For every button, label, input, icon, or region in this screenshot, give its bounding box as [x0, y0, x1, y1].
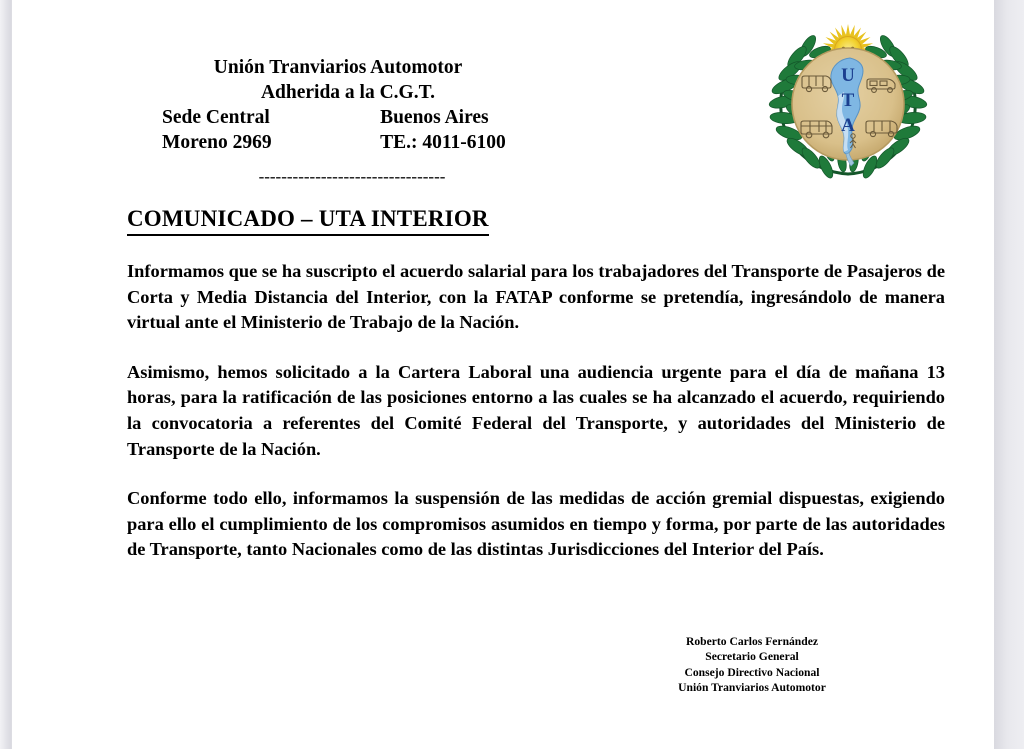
document-page [12, 0, 994, 749]
letterhead-row-contact [138, 130, 538, 155]
uta-emblem-logo [768, 16, 928, 182]
letterhead-affiliation: Adherida a la C.G.T. [260, 82, 436, 103]
uta-emblem-graphic [768, 16, 928, 182]
svg-text:T: T [841, 90, 855, 111]
signature-block [612, 634, 892, 696]
letterhead-row-office [138, 105, 538, 130]
page-title: COMUNICADO – UTA INTERIOR [127, 206, 489, 236]
page-gutter-right [994, 0, 1024, 749]
body-paragraph-3: Conforme todo ello, informamos la suspensión de las medidas de acción gremial dispuestas, exigiendo para ello el cumplimiento de los compromisos asumidos en tiempo y forma, por parte de las autoridades de Transporte, tanto Nacionales como de las distintas Jurisdicciones del Interior del País. [127, 488, 945, 560]
signatory-title: Secretario General [705, 650, 799, 664]
page-gutter-left [0, 0, 12, 749]
letterhead-address: Moreno 2969 [162, 132, 272, 153]
signatory-name: Roberto Carlos Fernández [685, 635, 818, 648]
body-paragraph-1: Informamos que se ha suscripto el acuerdo salarial para los trabajadores del Transporte de Pasajeros de Corta y Media Distancia del Interior, con la FATAP conforme se pretendía, ingresándolo de manera virtual ante el Ministerio de Trabajo de la Nación. [127, 261, 945, 333]
svg-text:U: U [841, 65, 855, 86]
body-paragraph-2: Asimismo, hemos solicitado a la Cartera Laboral una audiencia urgente para el día de mañana 13 horas, para la ratificación de las posiciones entorno a las cuales se ha alcanzado el acuerdo, requiriendo la convocatoria a referentes del Comité Federal del Transporte, y autoridades del Ministerio de Transporte de la Nación. [127, 361, 945, 459]
signatory-organization: Unión Tranviarios Automotor [678, 681, 826, 695]
svg-text:A: A [841, 115, 855, 136]
letterhead [138, 55, 538, 189]
letterhead-office-label: Sede Central [162, 107, 270, 128]
letterhead-phone: TE.: 4011-6100 [380, 132, 506, 153]
letterhead-separator: --------------------------------- [258, 167, 446, 186]
letterhead-city: Buenos Aires [380, 107, 489, 128]
emblem-uta-letters [841, 65, 855, 136]
signatory-body: Consejo Directivo Nacional [684, 665, 820, 679]
document-body [127, 259, 945, 563]
letterhead-org-name: Unión Tranviarios Automotor [213, 57, 463, 78]
